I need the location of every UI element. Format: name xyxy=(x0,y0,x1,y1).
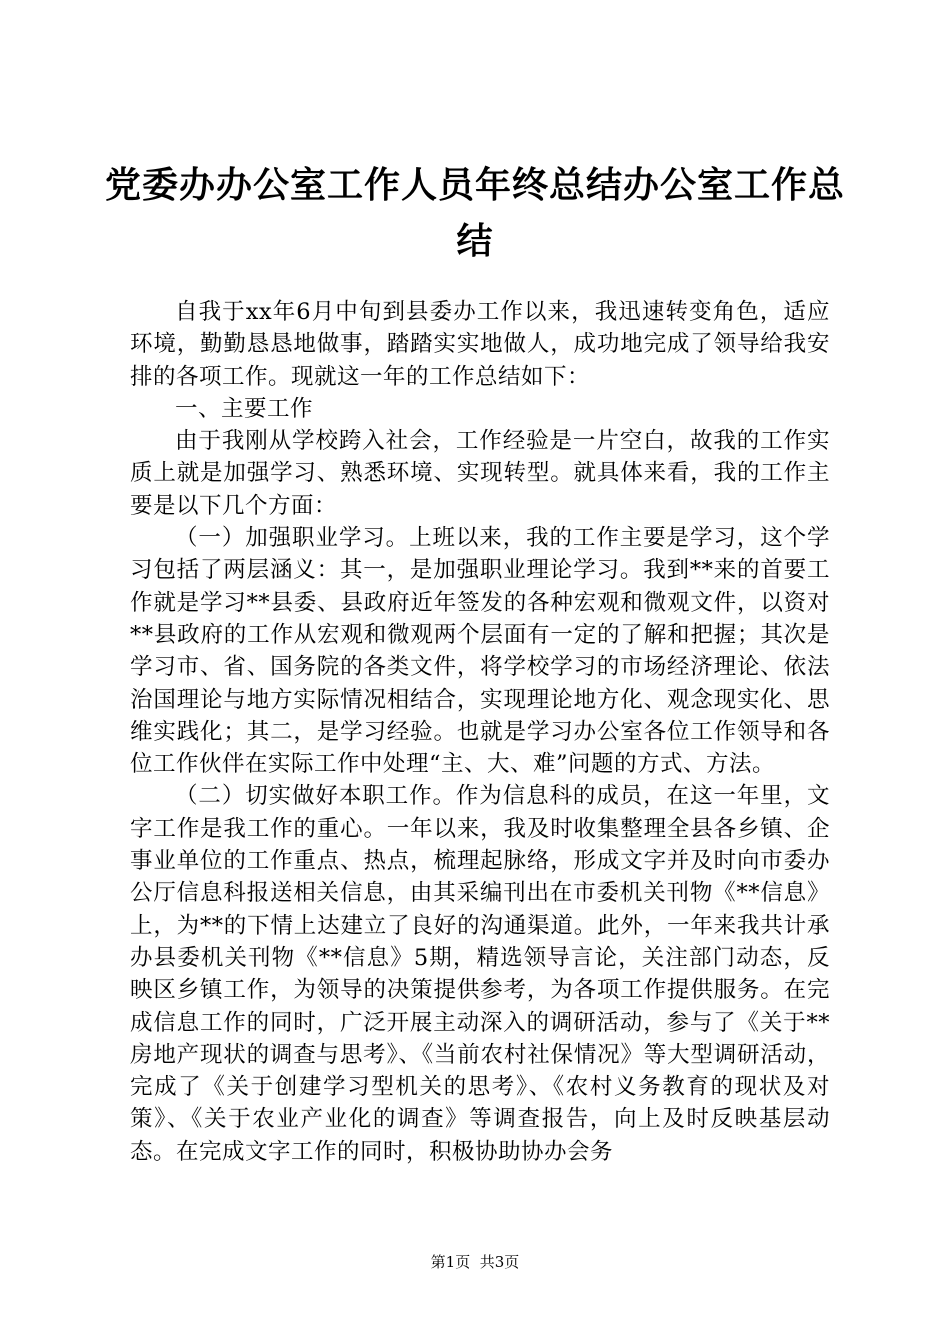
page-footer xyxy=(0,1252,950,1272)
document-title xyxy=(100,158,850,270)
title-line-1: 党委办办公室工作人员年终总结办公室工作总 xyxy=(104,165,845,206)
page-total: 共3页 xyxy=(479,1253,520,1271)
title-line-2: 结 xyxy=(456,221,494,262)
document-body xyxy=(130,296,830,1168)
section-heading-main-work: 一、主要工作 xyxy=(175,395,314,422)
paragraph-intro: 自我于xx年6月中旬到县委办工作以来，我迅速转变角色，适应环境，勤勤恳恳地做事，踏踏实实地做人，成功地完成了领导给我安排的各项工作。现就这一年的工作总结如下： xyxy=(130,299,830,390)
paragraph-study: （一）加强职业学习。上班以来，我的工作主要是学习，这个学习包括了两层涵义：其一，是加强职业理论学习。我到**来的首要工作就是学习**县委、县政府近年签发的各种宏观和微观文件，以资对**县政府的工作从宏观和微观两个层面有一定的了解和把握；其次是学习市、省、国务院的各类文件，将学校学习的市场经济理论、依法治国理论与地方实际情况相结合，实现理论地方化、观念现实化、思维实践化；其二，是学习经验。也就是学习办公室各位工作领导和各位工作伙伴在实际工作中处理“主、大、难”问题的方式、方法。 xyxy=(130,525,830,778)
page-number: 第1页 xyxy=(430,1253,471,1271)
paragraph-overview: 由于我刚从学校跨入社会，工作经验是一片空白，故我的工作实质上就是加强学习、熟悉环境、实现转型。就具体来看，我的工作主要是以下几个方面： xyxy=(130,428,830,519)
paragraph-duties: （二）切实做好本职工作。作为信息科的成员，在这一年里，文字工作是我工作的重心。一年以来，我及时收集整理全县各乡镇、企事业单位的工作重点、热点，梳理起脉络，形成文字并及时向市委办公厅信息科报送相关信息，由其采编刊出在市委机关刊物《**信息》上，为**的下情上达建立了良好的沟通渠道。此外，一年来我共计承办县委机关刊物《**信息》5期，精选领导言论，关注部门动态，反映区乡镇工作，为领导的决策提供参考，为各项工作提供服务。在完成信息工作的同时，广泛开展主动深入的调研活动，参与了《关于**房地产现状的调查与思考》、《当前农村社保情况》等大型调研活动，完成了《关于创建学习型机关的思考》、《农村义务教育的现状及对策》、《关于农业产业化的调查》等调查报告，向上及时反映基层动态。在完成文字工作的同时，积极协助协办会务 xyxy=(130,783,830,1165)
